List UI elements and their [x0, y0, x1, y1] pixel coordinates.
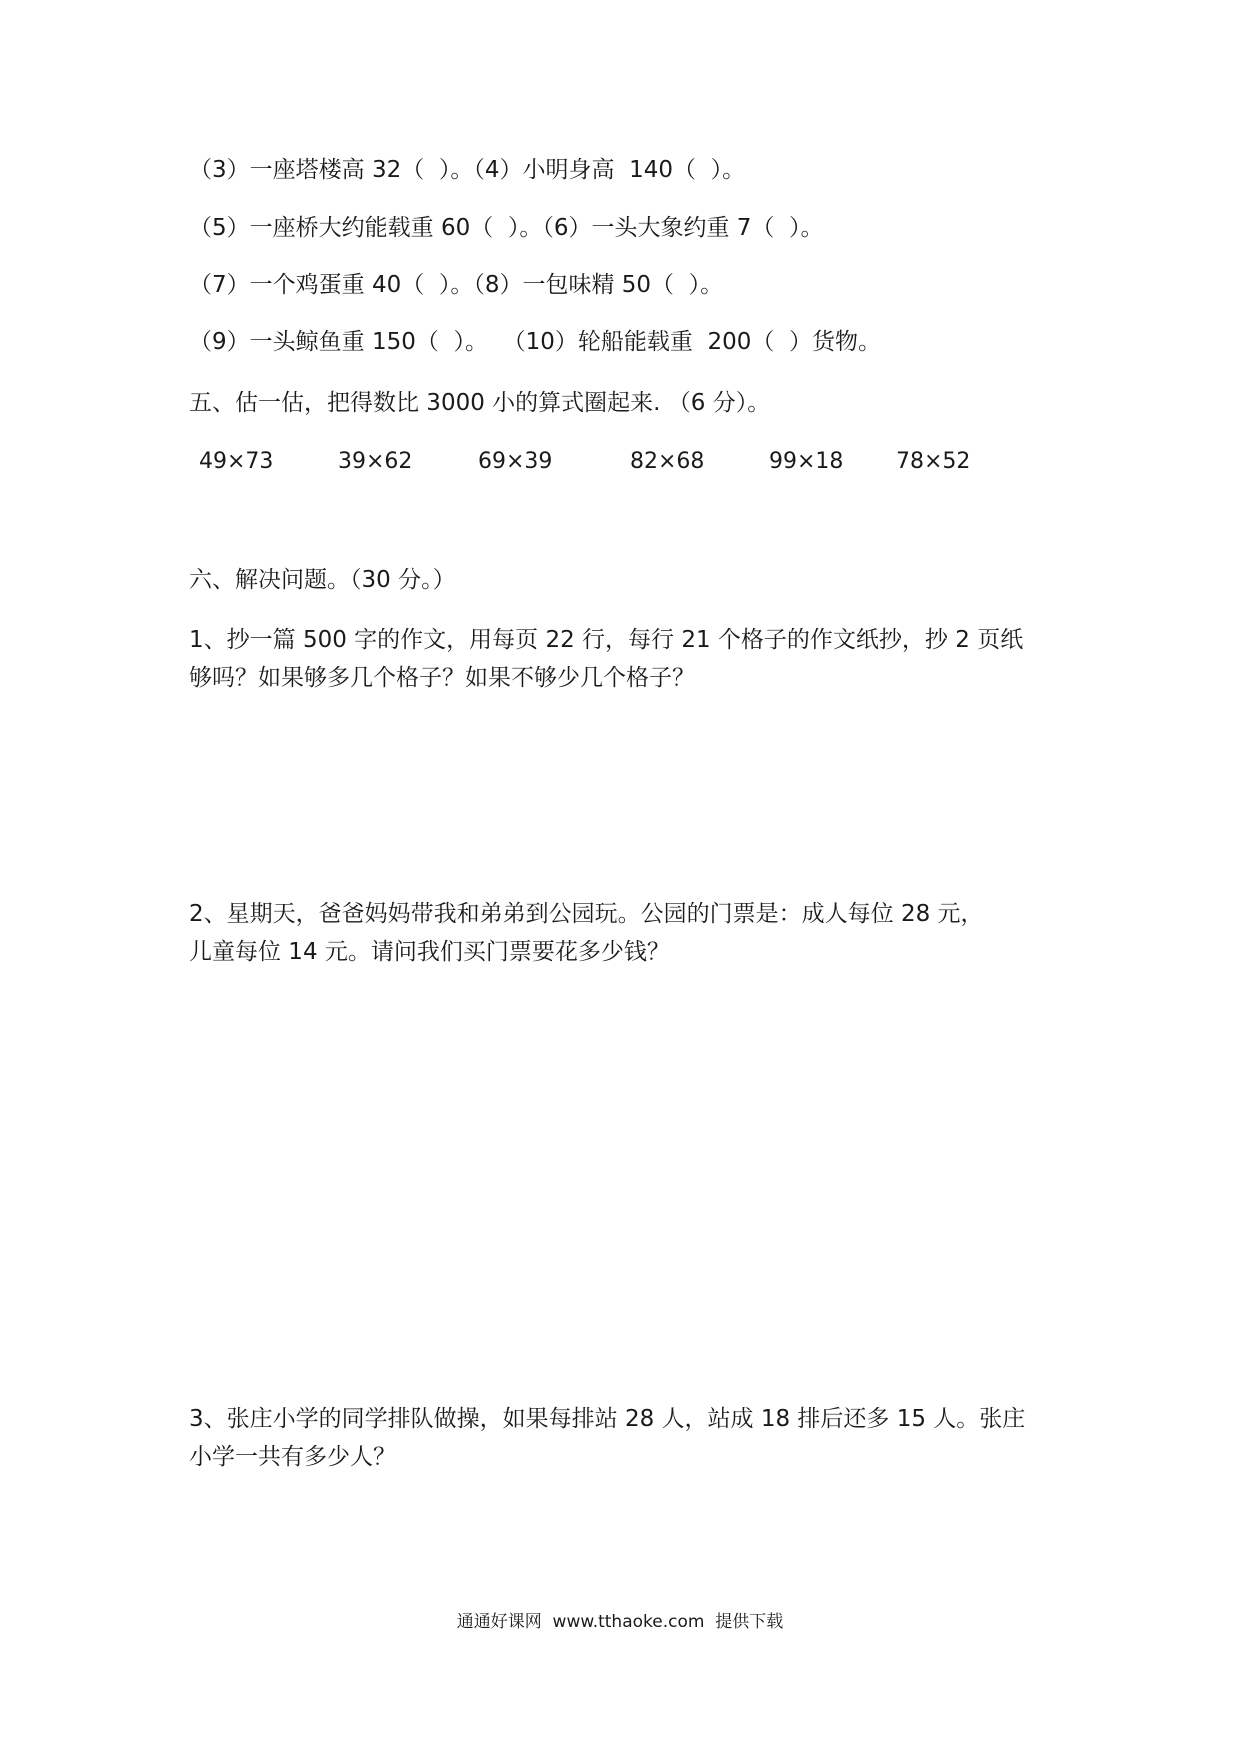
problem-1-line-1: 1、抄一篇 500 字的作文，用每页 22 行，每行 21 个格子的作文纸抄，抄 2 页纸	[189, 627, 1024, 653]
page-footer: 通通好课网 www.tthaoke.com 提供下载	[456, 1612, 784, 1632]
section-5-title: 五、估一估，把得数比 3000 小的算式圈起来. （6 分）。	[189, 390, 771, 416]
unit-question-5-6: （5）一座桥大约能载重 60（ ）。（6）一头大象约重 7（ ）。	[189, 215, 824, 241]
expression-item[interactable]: 78×52	[896, 449, 971, 474]
problem-2-line-2: 儿童每位 14 元。请问我们买门票要花多少钱？	[189, 939, 670, 965]
unit-question-9-10: （9）一头鲸鱼重 150（ ）。 （10）轮船能载重 200（ ）货物。	[189, 329, 881, 355]
expression-item[interactable]: 69×39	[478, 449, 553, 474]
expression-item[interactable]: 39×62	[338, 449, 413, 474]
problem-1-line-2: 够吗？如果够多几个格子？如果不够少几个格子？	[189, 665, 695, 691]
problem-3-line-1: 3、张庄小学的同学排队做操，如果每排站 28 人，站成 18 排后还多 15 人。张庄	[189, 1406, 1026, 1432]
section-6-title: 六、解决问题。（30 分。）	[189, 567, 456, 593]
unit-question-7-8: （7）一个鸡蛋重 40（ ）。（8）一包味精 50（ ）。	[189, 272, 724, 298]
problem-3-line-2: 小学一共有多少人？	[189, 1444, 396, 1470]
estimation-expressions	[0, 447, 1240, 479]
expression-item[interactable]: 99×18	[769, 449, 844, 474]
expression-item[interactable]: 82×68	[630, 449, 705, 474]
problem-2-line-1: 2、星期天，爸爸妈妈带我和弟弟到公园玩。公园的门票是：成人每位 28 元，	[189, 901, 984, 927]
expression-item[interactable]: 49×73	[199, 449, 274, 474]
unit-question-3-4: （3）一座塔楼高 32（ ）。（4）小明身高 140（ ）。	[189, 157, 746, 183]
